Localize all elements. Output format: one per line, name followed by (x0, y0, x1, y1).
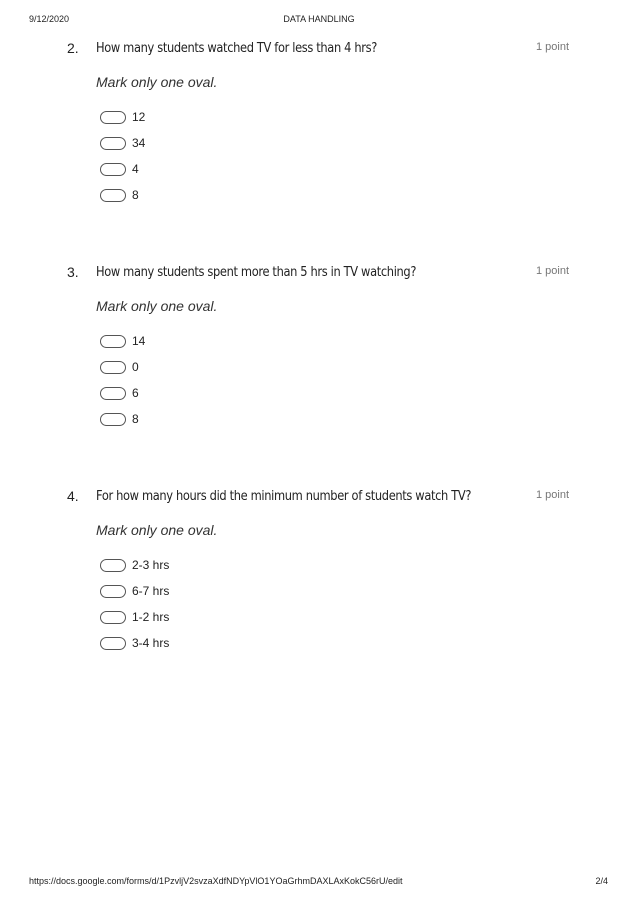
option-row[interactable] (100, 557, 169, 573)
option-label: 0 (132, 360, 139, 374)
question-block-2 (0, 40, 638, 240)
print-date: 9/12/2020 (29, 14, 70, 24)
page-number: 2/4 (595, 876, 608, 886)
question-points: 1 point (535, 265, 569, 277)
option-row[interactable] (100, 187, 139, 203)
option-row[interactable] (100, 609, 169, 625)
question-points: 1 point (535, 41, 569, 53)
radio-oval[interactable] (100, 111, 126, 124)
option-row[interactable] (100, 583, 169, 599)
option-row[interactable] (100, 333, 145, 349)
question-block-4 (0, 488, 638, 688)
question-text: For how many hours did the minimum number of students watch TV? (96, 489, 472, 504)
option-row[interactable] (100, 161, 139, 177)
option-row[interactable] (100, 385, 139, 401)
option-row[interactable] (100, 109, 145, 125)
option-row[interactable] (100, 135, 145, 151)
option-label: 14 (132, 334, 146, 348)
option-label: 34 (132, 136, 146, 150)
question-points: 1 point (535, 489, 569, 501)
question-number: 4. (67, 488, 79, 504)
footer-url: https://docs.google.com/forms/d/1PzvljV2svzaXdfNDYpVlO1YOaGrhmDAXLAxKokC56rU/edit (29, 876, 403, 886)
option-label: 6-7 hrs (132, 584, 170, 598)
option-label: 2-3 hrs (132, 558, 170, 572)
radio-oval[interactable] (100, 335, 126, 348)
question-number: 3. (67, 264, 79, 280)
radio-oval[interactable] (100, 189, 126, 202)
option-label: 6 (132, 386, 139, 400)
radio-oval[interactable] (100, 637, 126, 650)
question-text: How many students watched TV for less than 4 hrs? (96, 41, 377, 56)
radio-oval[interactable] (100, 585, 126, 598)
option-label: 12 (132, 110, 146, 124)
option-label: 3-4 hrs (132, 636, 170, 650)
option-row[interactable] (100, 635, 169, 651)
radio-oval[interactable] (100, 413, 126, 426)
question-instruction: Mark only one oval. (96, 298, 218, 314)
radio-oval[interactable] (100, 611, 126, 624)
option-row[interactable] (100, 411, 139, 427)
document-title: DATA HANDLING (283, 14, 355, 24)
question-block-3 (0, 264, 638, 464)
radio-oval[interactable] (100, 559, 126, 572)
option-label: 4 (132, 162, 139, 176)
question-instruction: Mark only one oval. (96, 74, 218, 90)
question-text: How many students spent more than 5 hrs in TV watching? (96, 265, 417, 280)
radio-oval[interactable] (100, 387, 126, 400)
option-label: 1-2 hrs (132, 610, 170, 624)
radio-oval[interactable] (100, 361, 126, 374)
question-number: 2. (67, 40, 79, 56)
option-label: 8 (132, 412, 139, 426)
option-row[interactable] (100, 359, 139, 375)
radio-oval[interactable] (100, 163, 126, 176)
option-label: 8 (132, 188, 139, 202)
radio-oval[interactable] (100, 137, 126, 150)
question-instruction: Mark only one oval. (96, 522, 218, 538)
